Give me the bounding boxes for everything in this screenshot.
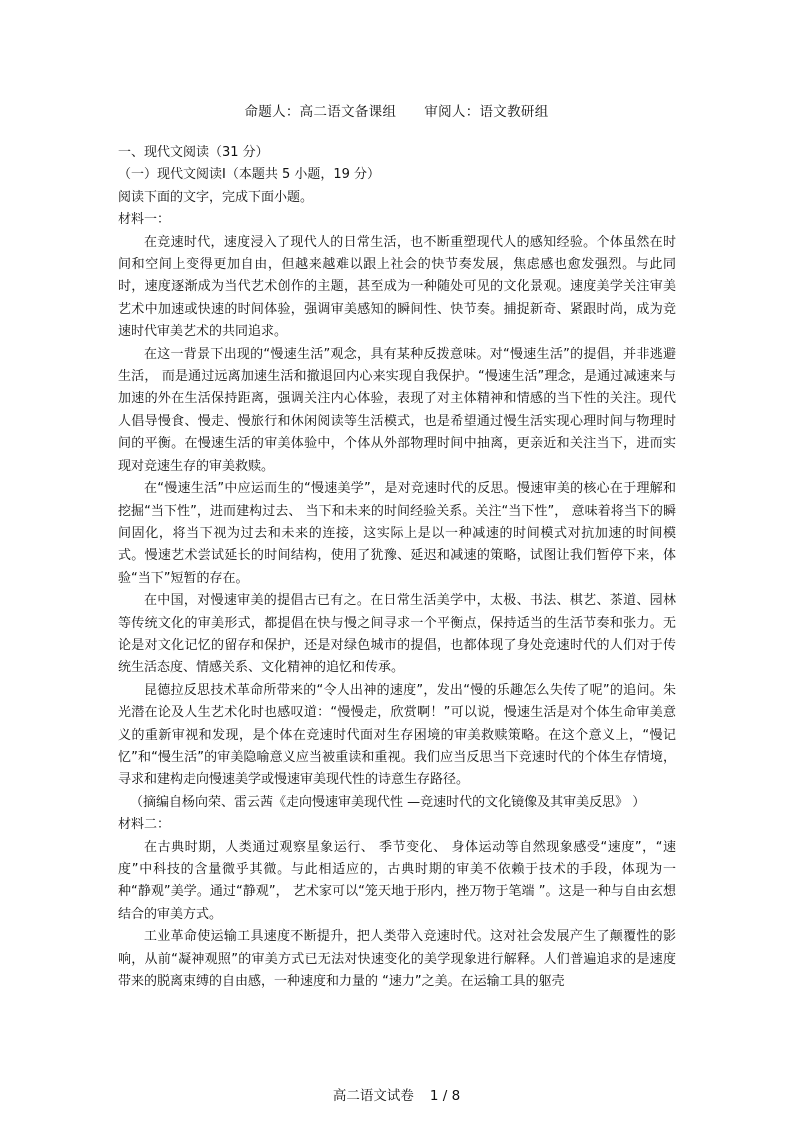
material1-label: 材料一：	[118, 212, 171, 228]
section-title: 一、现代文阅读（31 分）	[118, 145, 269, 160]
material1-paragraph-5: 昆德拉反思技术革命所带来的“令人出神的速度”，发出“慢的乐趣怎么失传了呢”的追问。朱光潜在论及人生艺术化时也感叹道：“慢慢走，欣赏啊！”可以说，慢速生活是对个体生命审美意义的重新审视和发现，是个体在竞速时代面对生存困境的审美救赎策略。在这个意义上，“慢记忆”和“慢生活”的审美隐喻意义应当被重读和重视。我们应当反思当下竞速时代的个体生存情境，寻求和建构走向慢速美学或慢速审美现代性的诗意生存路径。	[118, 682, 676, 788]
reviewer-line: 审阅人：语文教研组	[424, 104, 549, 120]
material2-paragraph-2: 工业革命使运输工具速度不断提升，把人类带入竞速时代。这对社会发展产生了颠覆性的影响，从前“凝神观照”的审美方式已无法对快速变化的美学现象进行解释。人们普遍追求的是速度带来的脱离束缚的自由感，一种速度和力量的 “速力”之美。在运输工具的躯壳	[118, 929, 676, 990]
section-subtitle: （一）现代文阅读Ⅰ（本题共 5 小题，19 分）	[118, 167, 381, 183]
author-line: 命题人：高二语文备课组	[244, 104, 397, 120]
material2-label: 材料二：	[118, 817, 171, 833]
page-header	[0, 100, 793, 120]
footer-title: 高二语文试卷	[332, 1088, 414, 1104]
material1-paragraph-2: 在这一背景下出现的“慢速生活”观念，具有某种反拨意味。对“慢速生活”的提倡，并非逃避生活， 而是通过远离加速生活和撤退回内心来实现自我保护。“慢速生活”理念，是通过减速来与加速的外在生活保持距离，强调关注内心体验，表现了对主体精神和情感的当下性的关注。现代人倡导慢食、慢走、慢旅行和休闲阅读等生活模式，也是希望通过慢生活实现心理时间与物理时间的平衡。在慢速生活的审美体验中，个体从外部物理时间中抽离，更亲近和关注当下，进而实现对竞速生存的审美救赎。	[118, 346, 676, 474]
exam-content	[118, 142, 676, 993]
page-footer	[0, 1084, 793, 1104]
page-number: 1 / 8	[429, 1088, 461, 1104]
material1-source: （摘编自杨向荣、雷云茜《走向慢速审美现代性 —竞速时代的文化镜像及其审美反思》 ）	[130, 794, 646, 810]
material2-paragraph-1: 在古典时期，人类通过观察星象运行、 季节变化、 身体运动等自然现象感受“速度”，“速度”中科技的含量微乎其微。与此相适应的，古典时期的审美不依赖于技术的手段，体现为一种“静观”美学。通过“静观”， 艺术家可以“笼天地于形内，挫万物于笔端 ”。这是一种与自由玄想结合的审美方式。	[118, 839, 676, 922]
material1-paragraph-1: 在竞速时代，速度浸入了现代人的日常生活，也不断重塑现代人的感知经验。个体虽然在时间和空间上变得更加自由，但越来越难以跟上社会的快节奏发展，焦虑感也愈发强烈。与此同时，速度逐渐成为当代艺术创作的主题，甚至成为一种随处可见的文化景观。速度美学关注审美艺术中加速或快速的时间体验，强调审美感知的瞬间性、快节奏。捕捉新奇、紧跟时尚，成为竞速时代审美艺术的共同追求。	[118, 234, 676, 340]
material1-paragraph-3: 在“慢速生活”中应运而生的“慢速美学”，是对竞速时代的反思。慢速审美的核心在于理解和挖掘“当下性”，进而建构过去、 当下和未来的时间经验关系。关注“当下性”， 意味着将当下的瞬间固化，将当下视为过去和未来的连接，这实际上是以一种减速的时间模式对抗加速的时间模式。慢速艺术尝试延长的时间结构，使用了犹豫、延迟和减速的策略，试图让我们暂停下来，体验“当下”短暂的存在。	[118, 481, 676, 586]
material1-paragraph-4: 在中国，对慢速审美的提倡古已有之。在日常生活美学中，太极、书法、棋艺、茶道、园林等传统文化的审美形式，都提倡在快与慢之间寻求一个平衡点，保持适当的生活节奏和张力。无论是对文化记忆的留存和保护，还是对绿色城市的提倡，也都体现了身处竞速时代的人们对于传统生活态度、情感关系、文化精神的追忆和传承。	[118, 593, 676, 676]
instruction: 阅读下面的文字，完成下面小题。	[118, 189, 314, 205]
